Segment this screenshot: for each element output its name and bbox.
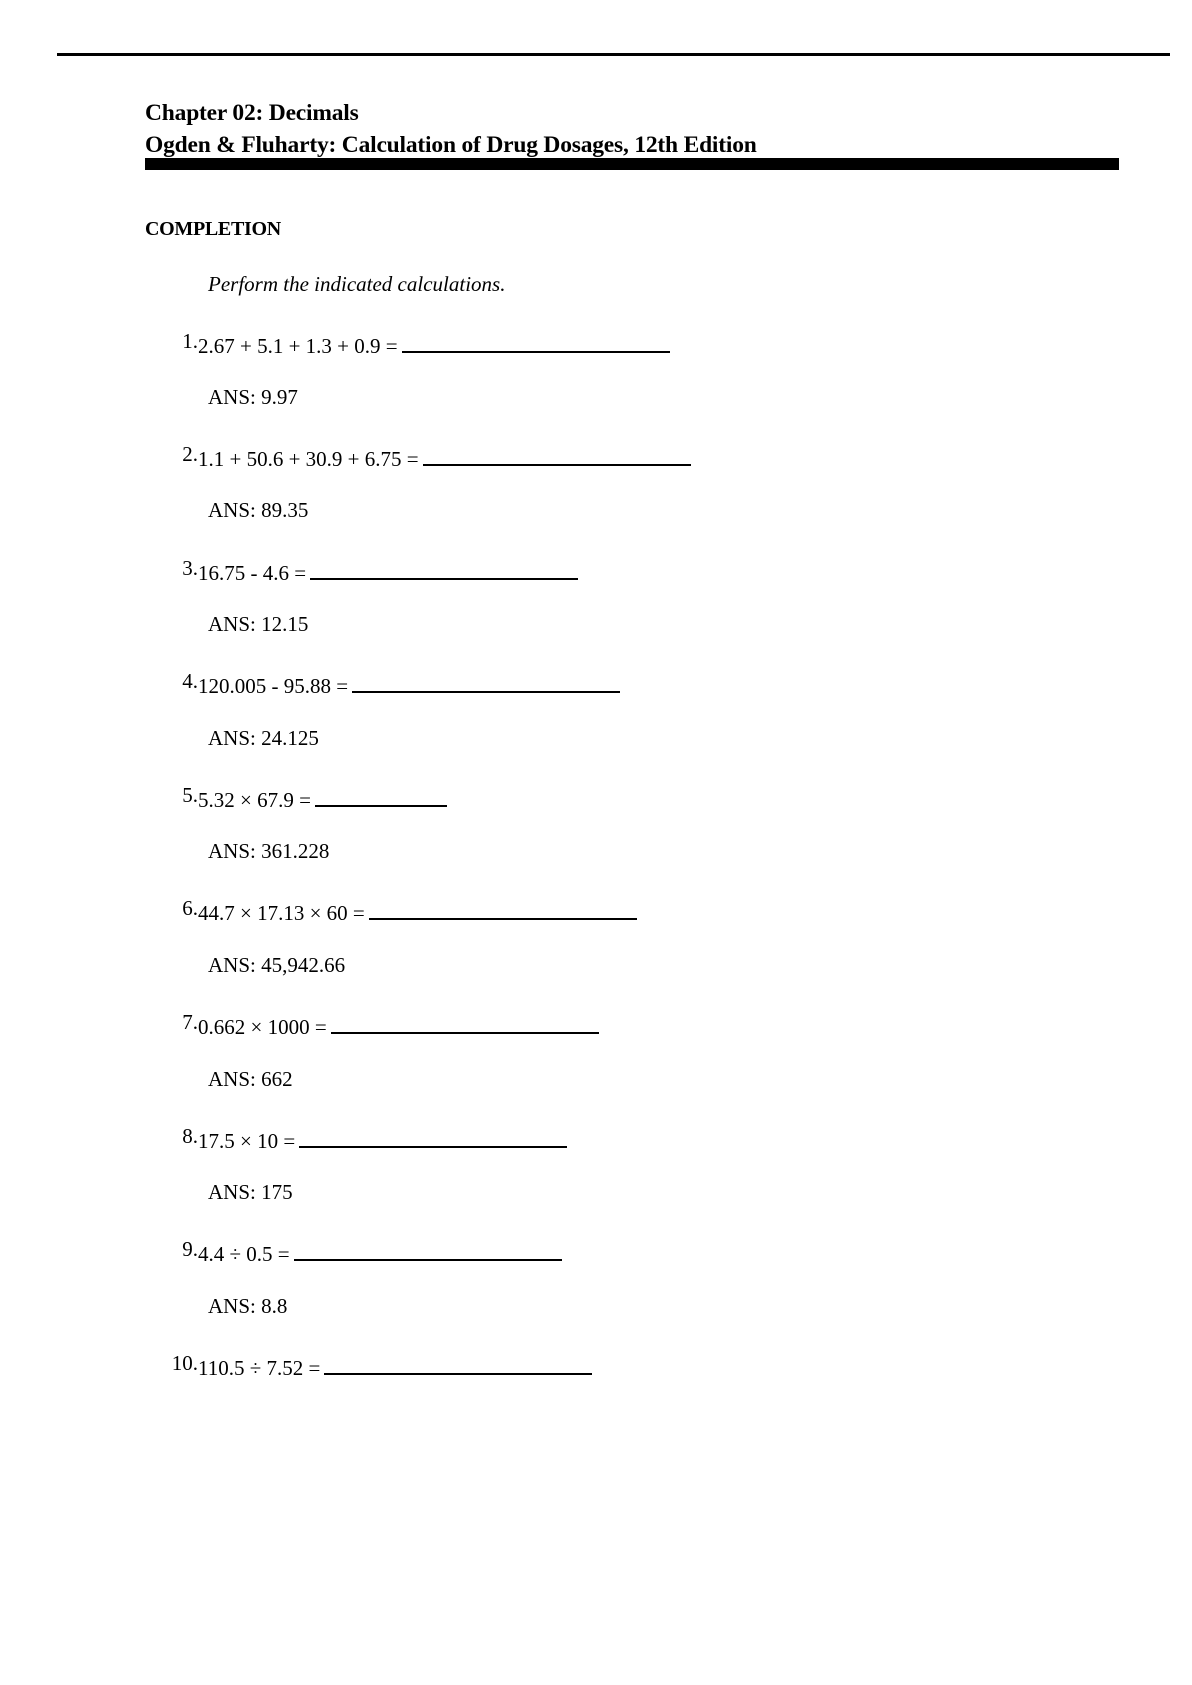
question-expression: 17.5 × 10 = <box>198 1129 296 1153</box>
question-7 <box>0 1010 700 1040</box>
answer-blank[interactable] <box>402 329 670 353</box>
answer-blank[interactable] <box>299 1124 567 1148</box>
question-number: 10. <box>171 1351 198 1375</box>
answer-value: 175 <box>261 1180 293 1204</box>
instructions: Perform the indicated calculations. <box>208 272 506 296</box>
answer-8 <box>208 1180 293 1205</box>
answer-label: ANS: <box>208 726 256 750</box>
answer-label: ANS: <box>208 1294 256 1318</box>
answer-1 <box>208 385 298 410</box>
answer-value: 45,942.66 <box>261 953 346 977</box>
answer-blank[interactable] <box>369 896 637 920</box>
answer-blank[interactable] <box>294 1237 562 1261</box>
question-expression: 0.662 × 1000 = <box>198 1015 327 1039</box>
section-heading: COMPLETION <box>145 218 281 240</box>
answer-5 <box>208 839 329 864</box>
answer-label: ANS: <box>208 839 256 863</box>
question-expression: 110.5 ÷ 7.52 = <box>198 1356 321 1380</box>
answer-value: 662 <box>261 1067 293 1091</box>
question-8 <box>0 1124 700 1154</box>
question-9 <box>0 1237 700 1267</box>
question-expression: 16.75 - 4.6 = <box>198 561 307 585</box>
question-2 <box>0 442 700 472</box>
question-3 <box>0 556 700 586</box>
answer-blank[interactable] <box>310 556 578 580</box>
question-number: 9. <box>182 1237 198 1261</box>
question-number: 5. <box>182 783 198 807</box>
question-expression: 120.005 - 95.88 = <box>198 674 349 698</box>
question-expression: 1.1 + 50.6 + 30.9 + 6.75 = <box>198 447 419 471</box>
question-number: 1. <box>182 329 198 353</box>
answer-label: ANS: <box>208 385 256 409</box>
question-1 <box>0 329 700 359</box>
answer-6 <box>208 953 345 978</box>
answer-value: 24.125 <box>261 726 319 750</box>
question-expression: 2.67 + 5.1 + 1.3 + 0.9 = <box>198 334 398 358</box>
answer-blank[interactable] <box>315 783 447 807</box>
answer-label: ANS: <box>208 953 256 977</box>
question-number: 6. <box>182 896 198 920</box>
question-number: 8. <box>182 1124 198 1148</box>
top-rule <box>57 53 1170 56</box>
question-4 <box>0 669 700 699</box>
title-underline-bar <box>145 158 1119 170</box>
question-6 <box>0 896 700 926</box>
answer-value: 361.228 <box>261 839 330 863</box>
answer-label: ANS: <box>208 1180 256 1204</box>
answer-value: 12.15 <box>261 612 309 636</box>
question-expression: 44.7 × 17.13 × 60 = <box>198 901 365 925</box>
page-title <box>145 97 757 161</box>
question-10 <box>0 1351 700 1381</box>
answer-blank[interactable] <box>324 1351 592 1375</box>
answer-label: ANS: <box>208 1067 256 1091</box>
answer-value: 89.35 <box>261 498 309 522</box>
book-title: Ogden & Fluharty: Calculation of Drug Dosages, 12th Edition <box>145 132 757 158</box>
answer-4 <box>208 726 319 751</box>
answer-label: ANS: <box>208 612 256 636</box>
answer-label: ANS: <box>208 498 256 522</box>
answer-blank[interactable] <box>423 442 691 466</box>
answer-3 <box>208 612 308 637</box>
question-5 <box>0 783 700 813</box>
chapter-title: Chapter 02: Decimals <box>145 100 359 126</box>
question-number: 2. <box>182 442 198 466</box>
answer-2 <box>208 498 308 523</box>
question-expression: 5.32 × 67.9 = <box>198 788 311 812</box>
question-number: 4. <box>182 669 198 693</box>
answer-value: 9.97 <box>261 385 298 409</box>
answer-value: 8.8 <box>261 1294 288 1318</box>
question-number: 7. <box>182 1010 198 1034</box>
answer-9 <box>208 1294 287 1319</box>
question-number: 3. <box>182 556 198 580</box>
answer-blank[interactable] <box>352 669 620 693</box>
question-expression: 4.4 ÷ 0.5 = <box>198 1242 290 1266</box>
answer-blank[interactable] <box>331 1010 599 1034</box>
answer-7 <box>208 1067 293 1092</box>
